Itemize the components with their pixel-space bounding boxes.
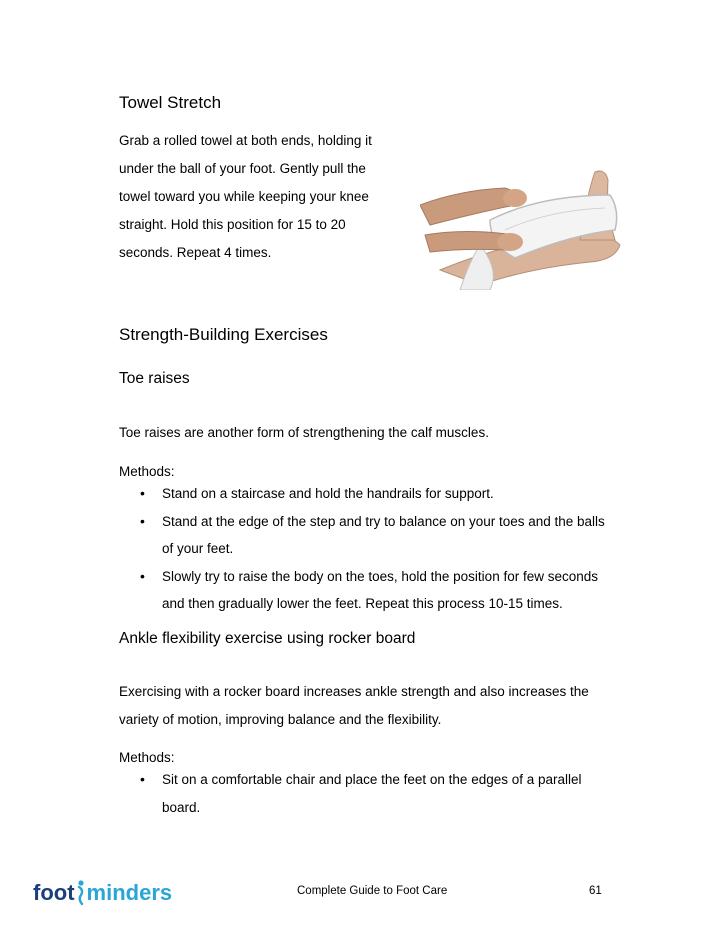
- list-item: • Stand at the edge of the step and try to balance on your toes and the balls of your feet.: [140, 508, 660, 563]
- towel-stretch-heading: Towel Stretch: [119, 93, 222, 112]
- ankle-intro-line: Exercising with a rocker board increases ankle strength and also increases the: [119, 683, 589, 699]
- toe-raises-bullets: [140, 480, 660, 618]
- page-number: 61: [589, 885, 602, 897]
- towel-line: under the ball of your foot. Gently pull the: [119, 161, 366, 176]
- bullet-icon: •: [140, 771, 145, 787]
- list-item: • Sit on a comfortable chair and place the feet on the edges of a parallel board.: [140, 766, 660, 821]
- logo-figure-icon: [76, 880, 86, 906]
- list-item: • Stand on a staircase and hold the handrails for support.: [140, 480, 660, 508]
- logo-text-foot: foot: [33, 880, 75, 905]
- ankle-bullets: [140, 766, 660, 821]
- towel-line: straight. Hold this position for 15 to 20: [119, 217, 346, 232]
- ankle-intro-line: variety of motion, improving balance and the flexibility.: [119, 711, 442, 727]
- toe-raises-heading: Toe raises: [119, 370, 190, 387]
- strength-heading: Strength-Building Exercises: [119, 325, 328, 344]
- towel-stretch-illustration: [420, 150, 630, 290]
- towel-line: towel toward you while keeping your knee: [119, 189, 369, 204]
- bullet-icon: •: [140, 567, 145, 584]
- towel-line: Grab a rolled towel at both ends, holding it: [119, 133, 372, 148]
- towel-line: seconds. Repeat 4 times.: [119, 245, 272, 260]
- footer-title: Complete Guide to Foot Care: [297, 885, 448, 897]
- footminders-logo: [33, 876, 172, 906]
- bullet-icon: •: [140, 512, 145, 529]
- ankle-heading: Ankle flexibility exercise using rocker board: [119, 630, 416, 647]
- list-item: • Slowly try to raise the body on the toes, hold the position for few seconds and then gradually lower the feet. Repeat this process 10-15 times.: [140, 563, 660, 618]
- bullet-icon: •: [140, 485, 145, 501]
- toe-raises-intro: Toe raises are another form of strengthening the calf muscles.: [119, 424, 489, 440]
- methods-label: Methods:: [119, 749, 175, 765]
- logo-text-minders: minders: [86, 880, 173, 905]
- methods-label: Methods:: [119, 463, 175, 479]
